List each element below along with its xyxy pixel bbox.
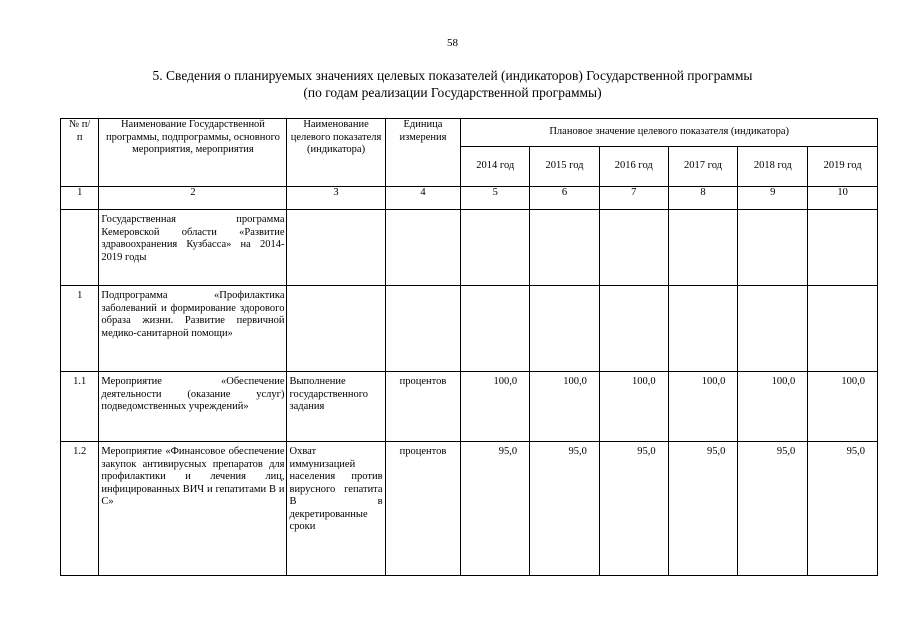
row-value <box>808 286 878 372</box>
header-year: 2016 год <box>599 147 668 187</box>
row-value: 100,0 <box>461 372 530 442</box>
table-row <box>61 442 878 576</box>
row-value: 95,0 <box>599 442 668 576</box>
table-row <box>61 210 878 286</box>
table-row <box>61 286 878 372</box>
column-number: 9 <box>738 187 808 210</box>
row-value <box>530 286 600 372</box>
row-value <box>530 210 600 286</box>
row-value: 95,0 <box>530 442 600 576</box>
row-indicator: Выполнение государственного задания <box>287 372 385 442</box>
header-unit: Единица измерения <box>385 119 461 187</box>
row-value: 95,0 <box>668 442 738 576</box>
row-unit: процентов <box>385 442 461 576</box>
document-title <box>0 67 905 101</box>
column-numbers-row <box>61 187 878 210</box>
row-name: Подпрограмма «Профилактика заболеваний и формирование здорового образа жизни. Развитие первичной медико-санитарной помощи» <box>99 286 287 372</box>
row-indicator <box>287 210 385 286</box>
header-name: Наименование Государственной программы, подпрограммы, основного мероприятия, мероприятия <box>99 119 287 187</box>
header-year: 2018 год <box>738 147 808 187</box>
row-value <box>599 210 668 286</box>
title-line-1: 5. Сведения о планируемых значениях целевых показателей (индикаторов) Государственной программы <box>152 68 753 83</box>
header-year: 2017 год <box>668 147 738 187</box>
row-number: 1.1 <box>61 372 99 442</box>
row-value: 100,0 <box>599 372 668 442</box>
row-value: 95,0 <box>461 442 530 576</box>
column-number: 6 <box>530 187 600 210</box>
column-number: 5 <box>461 187 530 210</box>
row-number: 1.2 <box>61 442 99 576</box>
header-year: 2015 год <box>530 147 600 187</box>
row-indicator: Охват иммунизацией населения против вирусного гепатита В в декретированные сроки <box>287 442 385 576</box>
title-line-2: (по годам реализации Государственной программы) <box>303 85 602 100</box>
row-value <box>461 210 530 286</box>
row-value: 100,0 <box>808 372 878 442</box>
row-value <box>738 210 808 286</box>
row-indicator <box>287 286 385 372</box>
row-value: 95,0 <box>738 442 808 576</box>
row-unit <box>385 210 461 286</box>
header-indicator: Наименование целевого показателя (индикатора) <box>287 119 385 187</box>
column-number: 4 <box>385 187 461 210</box>
header-planned-value: Плановое значение целевого показателя (индикатора) <box>461 119 878 147</box>
column-number: 10 <box>808 187 878 210</box>
page-number: 58 <box>447 37 458 49</box>
column-number: 1 <box>61 187 99 210</box>
indicators-table <box>60 118 878 576</box>
header-row-1 <box>61 119 878 147</box>
row-value <box>808 210 878 286</box>
row-value <box>668 210 738 286</box>
row-value: 95,0 <box>808 442 878 576</box>
column-number: 8 <box>668 187 738 210</box>
row-unit: процентов <box>385 372 461 442</box>
row-value <box>461 286 530 372</box>
column-number: 2 <box>99 187 287 210</box>
column-number: 7 <box>599 187 668 210</box>
row-number: 1 <box>61 286 99 372</box>
table-row <box>61 372 878 442</box>
row-value: 100,0 <box>738 372 808 442</box>
row-value <box>738 286 808 372</box>
header-year: 2014 год <box>461 147 530 187</box>
header-num: № п/п <box>61 119 99 187</box>
column-number: 3 <box>287 187 385 210</box>
row-value <box>599 286 668 372</box>
row-unit <box>385 286 461 372</box>
row-name: Мероприятие «Финансовое обеспечение закупок антивирусных препаратов для профилактики и лечения лиц, инфицированных ВИЧ и гепатитами В и С» <box>99 442 287 576</box>
row-value: 100,0 <box>530 372 600 442</box>
row-number <box>61 210 99 286</box>
row-name: Государственная программа Кемеровской области «Развитие здравоохранения Кузбасса» на 2014-2019 годы <box>99 210 287 286</box>
row-name: Мероприятие «Обеспечение деятельности (оказание услуг) подведомственных учреждений» <box>99 372 287 442</box>
row-value: 100,0 <box>668 372 738 442</box>
header-year: 2019 год <box>808 147 878 187</box>
row-value <box>668 286 738 372</box>
